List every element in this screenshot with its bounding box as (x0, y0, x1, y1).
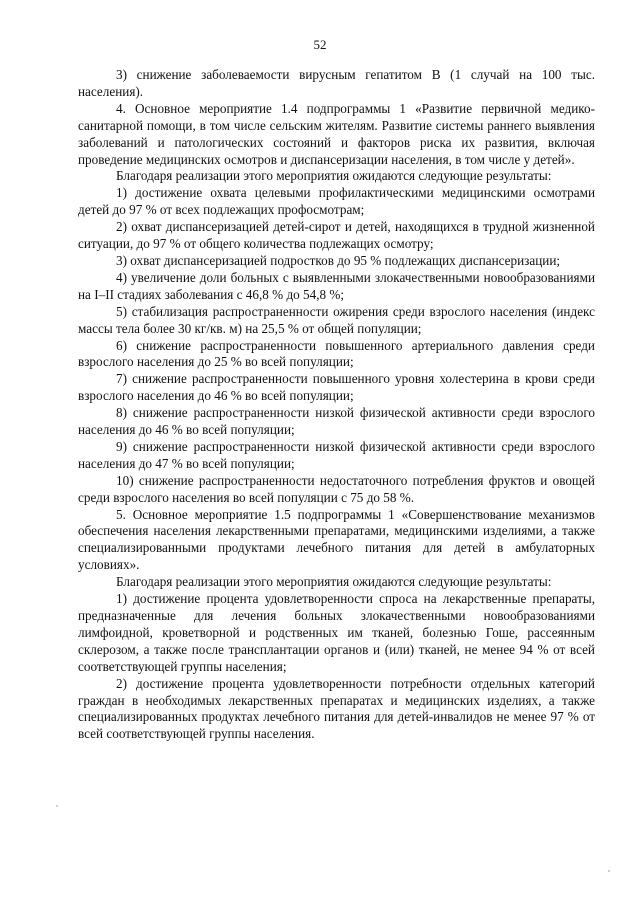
document-body (78, 67, 595, 743)
list-item: 1) достижение охвата целевыми профилактическими медицинскими осмотрами детей до 97 % от всех подлежащих профосмотрам; (78, 185, 595, 218)
list-item: 7) снижение распространенности повышенного уровня холестерина в крови среди взрослого населения до 46 % во всей популяции; (78, 371, 595, 404)
list-item: 3) охват диспансеризацией подростков до 95 % подлежащих диспансеризации; (116, 252, 561, 268)
paragraph: 3) снижение заболеваемости вирусным гепатитом В (1 случай на 100 тыс. населения). (78, 67, 595, 99)
list-item: 1) достижение процента удовлетворенности спроса на лекарственные препараты, предназначенные для лечения больных злокачественными новообразованиями лимфоидной, кроветворной и родственных им тканей, болезнью Гоше, рассеянным склерозом, а также после трансплантации органов и (или) тканей, не менее 94 % от всей соответствующей группы населения; (78, 591, 595, 674)
list-item: 9) снижение распространенности низкой физической активности среди взрослого населения до 47 % во всей популяции; (78, 438, 595, 471)
paragraph: Благодаря реализации этого мероприятия ожидаются следующие результаты: (116, 574, 552, 590)
list-item: 6) снижение распространенности повышенного артериального давления среди взрослого населения до 25 % во всей популяции; (78, 337, 595, 370)
page-number: 52 (313, 37, 327, 52)
list-item: 10) снижение распространенности недостаточного потребления фруктов и овощей среди взрослого населения во всей популяции с 75 до 58 %. (78, 472, 595, 505)
paragraph: 5. Основное мероприятие 1.5 подпрограммы 1 «Совершенствование механизмов обеспечения населения лекарственными препаратами, медицинскими изделиями, а также специализированными продуктами лечебного питания для детей в амбулаторных условиях». (78, 506, 595, 573)
scan-speck (608, 870, 610, 872)
paragraph: Благодаря реализации этого мероприятия ожидаются следующие результаты: (116, 168, 552, 184)
list-item: 5) стабилизация распространенности ожирения среди взрослого населения (индекс массы тела более 30 кг/кв. м) на 25,5 % от общей популяции; (78, 303, 595, 336)
list-item: 4) увеличение доли больных с выявленными злокачественными новообразованиями на I–II стадиях заболевания с 46,8 % до 54,8 %; (78, 269, 595, 302)
paragraph: 4. Основное мероприятие 1.4 подпрограммы 1 «Развитие первичной медико-санитарной помощи, в том числе сельским жителям. Развитие системы раннего выявления заболеваний и патологических состояний и факторов риска их развития, включая проведение медицинских осмотров и диспансеризации населения, в том числе у детей». (78, 100, 595, 167)
list-item: 8) снижение распространенности низкой физической активности среди взрослого населения до 46 % во всей популяции; (78, 405, 595, 438)
scan-speck (56, 805, 58, 807)
list-item: 2) достижение процента удовлетворенности потребности отдельных категорий граждан в необходимых лекарственных препаратах и медицинских изделиях, а также специализированных продуктах лечебного питания для детей-инвалидов не менее 97 % от всей соответствующей группы населения. (78, 675, 595, 742)
list-item: 2) охват диспансеризацией детей-сирот и детей, находящихся в трудной жизненной ситуации, до 97 % от общего количества подлежащих осмотру; (78, 219, 595, 252)
